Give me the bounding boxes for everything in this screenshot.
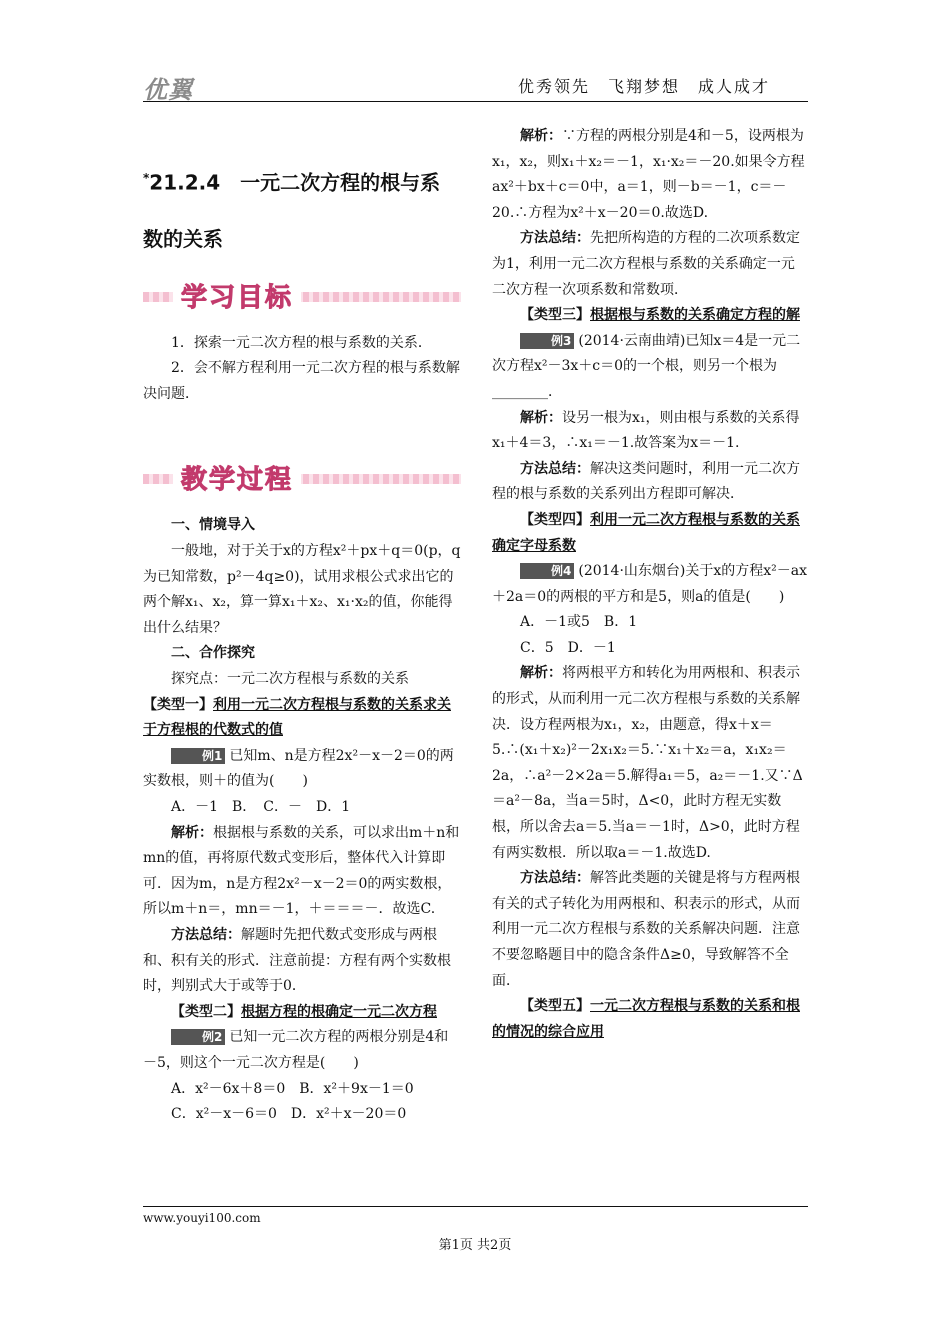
type-3-heading: 【类型三】根据根与系数的关系确定方程的解 xyxy=(520,307,800,324)
example-3: 例3 (2014·云南曲靖)已知x＝4是一元二次方程x²－3x＋c＝0的一个根，则另一个根为________． xyxy=(492,332,801,400)
type-2-heading: 【类型二】根据方程的根确定一元二次方程 xyxy=(171,1003,437,1020)
process-banner: 教学过程 xyxy=(143,459,461,499)
example-4: 例4 (2014·山东烟台)关于x的方程x²－ax＋2a＝0的两根的平方和是5，则a的值是( ) xyxy=(492,563,808,605)
explore-point: 探究点：一元二次方程根与系数的关系 xyxy=(171,671,409,687)
section-explore: 二、合作探究 xyxy=(171,645,255,662)
example-3-solution: 解析：设另一根为x₁，则由根与系数的关系得x₁＋4＝3，∴x₁＝－1.故答案为x＝－1. xyxy=(492,409,800,452)
page-header xyxy=(143,70,808,104)
method-summary-2: 方法总结：先把所构造的方程的二次项系数定为1，利用一元二次方程根与系数的关系确定一元二次方程一次项系数和常数项． xyxy=(492,230,800,298)
example-1-tag: 例1 xyxy=(171,748,225,764)
example-2-solution: 解析：∵方程的两根分别是4和－5，设两根为x₁，x₂，则x₁＋x₂＝－1，x₁·x₂＝－20.如果令方程ax²＋bx＋c＝0中，a＝1，则－b＝－1，c＝－20.∴方程为x²＋x－20＝0.故选D. xyxy=(492,128,805,221)
method-summary-4: 方法总结：解答此类题的关键是将与方程两根有关的式子转化为用两根和、积表示的形式，从而利用一元二次方程根与系数的关系解决问题．注意不要忽略题目中的隐含条件Δ≥0，导致解答不全面． xyxy=(492,870,800,989)
header-divider xyxy=(143,101,808,102)
example-4-options-cd: C．5 D．－1 xyxy=(520,639,616,656)
section-intro: 一、情境导入 xyxy=(171,517,255,534)
footer-divider xyxy=(143,1206,808,1207)
example-2-options-ab: A．x²－6x＋8＝0 B．x²＋9x－1＝0 xyxy=(171,1080,414,1097)
method-summary-3: 方法总结：解决这类问题时，利用一元二次方程的根与系数的关系列出方程即可解决． xyxy=(492,460,800,503)
footer-url: www.youyi100.com xyxy=(143,1211,261,1225)
example-1: 例1 已知m、n是方程2x²－x－2＝0的两实数根，则＋的值为( ) xyxy=(143,747,454,790)
method-summary-1: 方法总结：解题时先把代数式变形成与两根和、积有关的形式．注意前提：方程有两个实数根时，判别式大于或等于0． xyxy=(143,926,451,995)
header-slogan: 优秀领先 飞翔梦想 成人成才 xyxy=(517,77,770,96)
example-1-options: A．－1 B． C．－ D．1 xyxy=(171,798,351,815)
goal-2: 2．会不解方程利用一元二次方程的根与系数解决问题． xyxy=(143,360,460,402)
type-1-heading: 【类型一】利用一元二次方程根与系数的关系求关于方程根的代数式的值 xyxy=(143,696,451,739)
brand-logo: 优翼 xyxy=(143,76,193,104)
lesson-title-line2: 数的关系 xyxy=(143,226,223,251)
goal-1: 1．探索一元二次方程的根与系数的关系． xyxy=(171,334,432,351)
lesson-title-line1: *21.2.4 一元二次方程的根与系 xyxy=(143,170,441,195)
goals-banner: 学习目标 xyxy=(143,277,461,317)
example-4-tag: 例4 xyxy=(520,563,574,579)
right-column xyxy=(492,124,808,1045)
type-5-heading: 【类型五】一元二次方程根与系数的关系和根的情况的综合应用 xyxy=(492,998,800,1040)
page-number: 第1页 共2页 xyxy=(438,1238,512,1253)
example-4-options-ab: A．－1或5 B．1 xyxy=(520,614,638,631)
example-3-tag: 例3 xyxy=(520,333,574,349)
left-column xyxy=(143,150,461,1128)
intro-text: 一般地，对于关于x的方程x²＋px＋q＝0(p，q为已知常数，p²－4q≥0)，试用求根公式求出它的两个解x₁、x₂，算一算x₁＋x₂、x₁·x₂的值，你能得出什么结果？ xyxy=(143,543,461,636)
example-2-options-cd: C．x²－x－6＝0 D．x²＋x－20＝0 xyxy=(171,1106,407,1123)
example-4-solution: 解析：将两根平方和转化为用两根和、积表示的形式，从而利用一元二次方程根与系数的关系解决．设方程两根为x₁，x₂，由题意，得x＋x＝5.∴(x₁＋x₂)²－2x₁x₂＝5.∵x₁＋x₂＝a，x₁x₂＝2a，∴a²－2×2a＝5.解得a₁＝5，a₂＝－1.又∵Δ＝a²－8a，当a＝5时，Δ<0，此时方程无实数根，所以舍去a＝5.当a＝－1时，Δ>0，此时方程有两实数根．所以取a＝－1.故选D. xyxy=(492,665,803,861)
type-4-heading: 【类型四】利用一元二次方程根与系数的关系确定字母系数 xyxy=(492,511,800,554)
example-2: 例2 已知一元二次方程的两根分别是4和－5，则这个一元二次方程是( ) xyxy=(143,1029,449,1071)
example-1-solution: 解析：根据根与系数的关系，可以求出m＋n和mn的值，再将原代数式变形后，整体代入计算即可．因为m，n是方程2x²－x－2＝0的两实数根，所以m＋n＝，mn＝－1，＋＝＝＝－．故选C. xyxy=(143,824,460,918)
example-2-tag: 例2 xyxy=(171,1029,225,1045)
